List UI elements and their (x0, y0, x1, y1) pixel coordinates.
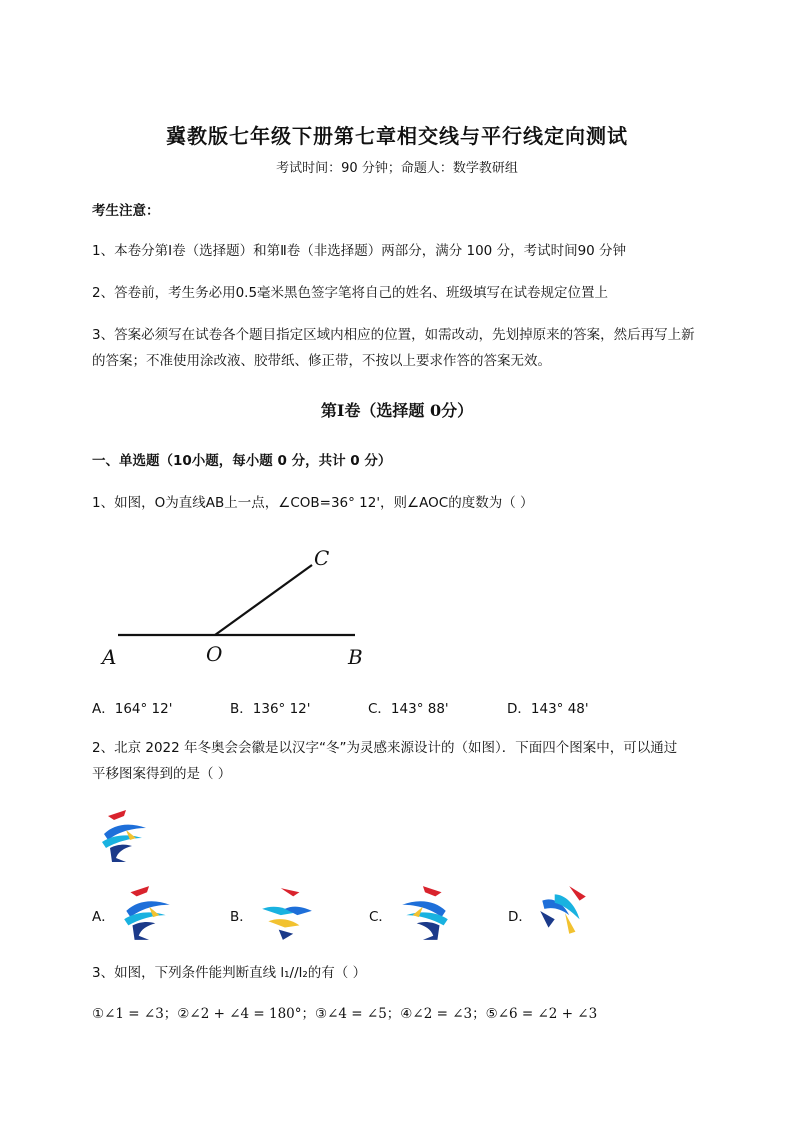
q1-option-c[interactable]: C．143° 88' (368, 701, 449, 717)
q2-option-a-label[interactable]: A． (92, 909, 115, 925)
section-heading: 一、单选题（10小题，每小题 0 分，共计 0 分） (92, 453, 392, 469)
notice-item-3-cont: 的答案；不准使用涂改液、胶带纸、修正带，不按以上要求作答的答案无效。 (92, 353, 551, 369)
emblem-reference-icon (96, 808, 152, 864)
emblem-option-c-icon[interactable] (396, 884, 454, 942)
q1-option-a[interactable]: A．164° 12' (92, 701, 173, 717)
emblem-option-b-icon[interactable] (258, 884, 316, 942)
q2-stem-line2: 平移图案得到的是（ ） (92, 766, 232, 782)
q1-angle-figure (100, 540, 380, 680)
q3-stem: 3、如图，下列条件能判断直线 l₁//l₂的有（ ） (92, 965, 367, 981)
label-a: A (102, 645, 117, 669)
q2-option-d-label[interactable]: D． (508, 909, 532, 925)
emblem-option-a-icon[interactable] (118, 884, 176, 942)
notice-item-3: 3、答案必须写在试卷各个题目指定区域内相应的位置，如需改动，先划掉原来的答案，然后再写上新 (92, 327, 695, 343)
q3-conditions: ①∠1 = ∠3；②∠2 + ∠4 = 180°；③∠4 = ∠5；④∠2 = ∠3；⑤∠6 = ∠2 + ∠3 (92, 1006, 598, 1022)
q1-stem: 1、如图，O为直线AB上一点，∠COB=36° 12'，则∠AOC的度数为（ ） (92, 495, 534, 511)
q2-option-c-label[interactable]: C． (369, 909, 392, 925)
page-title: 冀教版七年级下册第七章相交线与平行线定向测试 (166, 124, 628, 148)
q2-stem-line1: 2、北京 2022 年冬奥会会徽是以汉字“冬”为灵感来源设计的（如图）．下面四个图案中，可以通过 (92, 740, 678, 756)
notice-heading: 考生注意： (92, 203, 160, 219)
q1-option-d[interactable]: D．143° 48' (507, 701, 589, 717)
ray-oc (215, 565, 312, 635)
q1-option-b[interactable]: B．136° 12' (230, 701, 311, 717)
label-o: O (206, 642, 223, 666)
emblem-option-d-icon[interactable] (534, 882, 592, 940)
part1-title: 第Ⅰ卷（选择题 0分） (320, 401, 474, 420)
label-c: C (314, 546, 330, 570)
notice-item-2: 2、答卷前，考生务必用0.5毫米黑色签字笔将自己的姓名、班级填写在试卷规定位置上 (92, 285, 609, 301)
notice-item-1: 1、本卷分第Ⅰ卷（选择题）和第Ⅱ卷（非选择题）两部分，满分 100 分，考试时间90 分钟 (92, 243, 627, 259)
label-b: B (348, 645, 363, 669)
exam-info: 考试时间：90 分钟；命题人：数学教研组 (276, 161, 518, 176)
q2-option-b-label[interactable]: B． (230, 909, 253, 925)
